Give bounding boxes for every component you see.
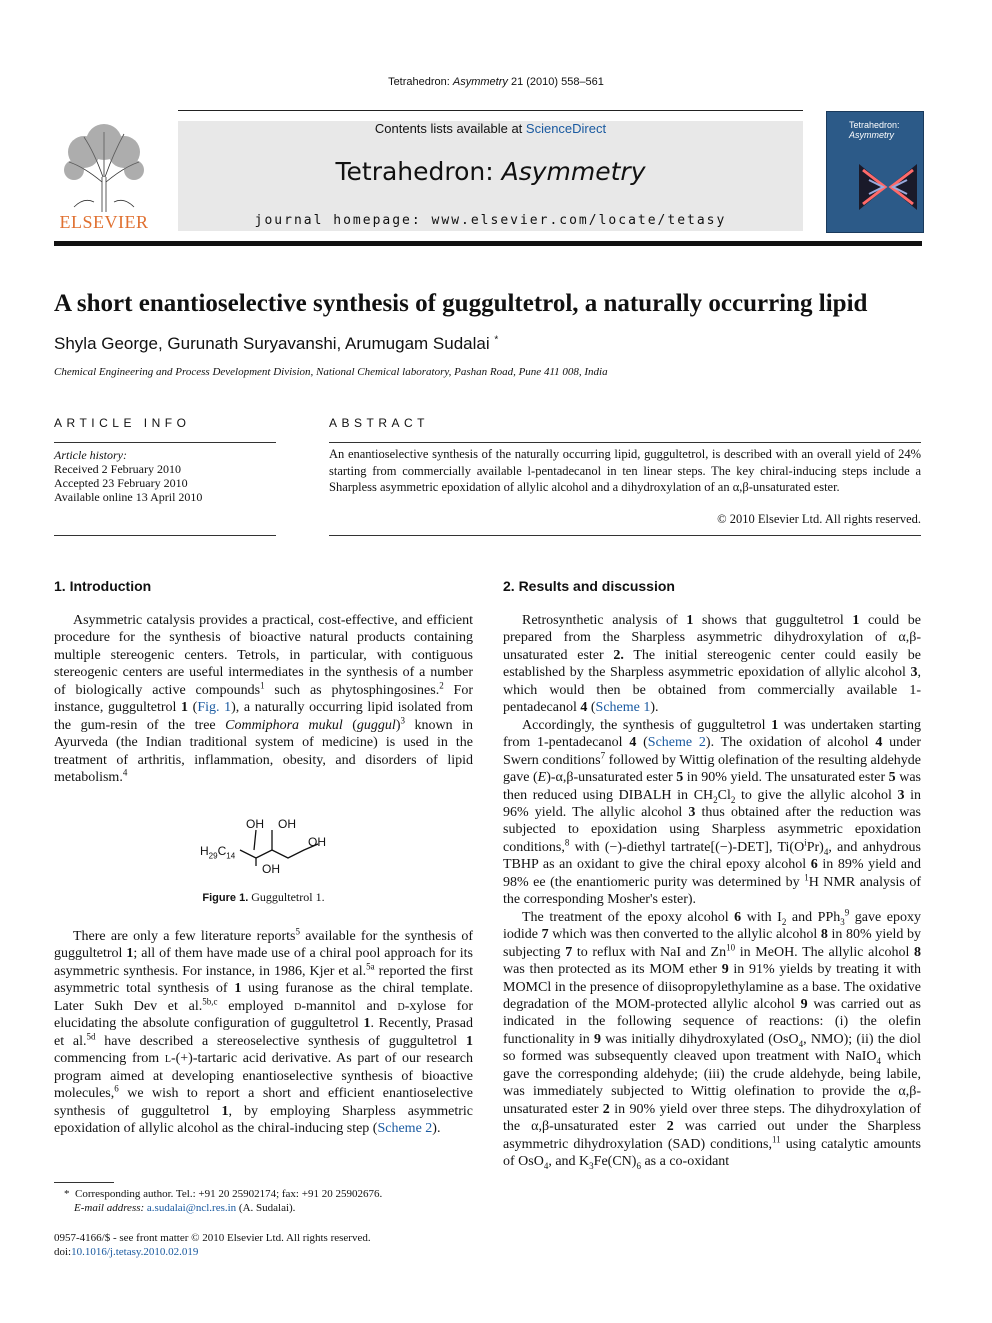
section-heading-results: 2. Results and discussion bbox=[503, 578, 675, 594]
figure-1-structure[interactable] bbox=[190, 810, 360, 878]
article-history bbox=[54, 448, 202, 504]
figure-1-caption: Figure 1. Guggultetrol 1. bbox=[202, 890, 325, 904]
hydroxyl-label-2: OH bbox=[278, 817, 296, 831]
hydroxyl-label-3: OH bbox=[308, 835, 326, 849]
alkyl-chain-label: $H_{29}C_{14}$ bbox=[200, 844, 236, 861]
abstract-bottom-rule bbox=[329, 535, 921, 536]
journal-title: Tetrahedron: Asymmetry bbox=[335, 157, 646, 186]
hydroxyl-label-1: OH bbox=[246, 817, 264, 831]
received-date: Received 2 February 2010 bbox=[54, 462, 181, 476]
cover-graphic bbox=[857, 162, 919, 212]
hydroxyl-label-4: OH bbox=[262, 862, 280, 876]
journal-cover-image[interactable] bbox=[826, 111, 924, 233]
article-title: A short enantioselective synthesis of guggultetrol, a naturally occurring lipid bbox=[54, 290, 868, 317]
results-text: Retrosynthetic analysis of 1 shows that guggultetrol 1 could be prepared from the Sharpless asymmetric dihydroxylation of α,β-unsaturated ester 2. The initial stereogenic center could easily be established by the Sharpless asymmetric epoxidation of allylic alcohol 3, which would then be obtained from commercially available 1-pentadecanol 4 (Scheme 1). Accordingly, the synthesis of guggultetrol 1 was undertaken starting from 1-pentadecanol 4 (Scheme 2). The oxidation of alcohol 4 under Swern conditions$^7$ followed by Wittig olefination of the resulting aldehyde gave (E)-α,β-unsaturated ester 5 in 90% yield. The unsaturated ester 5 was then reduced using DIBALH in $CH_2Cl_2$ to give the allylic alcohol 3 in 96% yield. The allylic alcohol 3 thus obtained after the reduction was subjected to epoxidation using Sharpless asymmetric epoxidation conditions,$^8$ with (−)-diethyl tartrate[(−)-DET], $Ti(O^iPr)_4$, and anhydrous TBHP as an oxidant to give the chiral epoxy alcohol 6 in 89% yield and 98% ee (the enantiomeric purity was determined by $^1$H NMR analysis of the corresponding Mosher's ester). The treatment of the epoxy alcohol 6 with $I_2$ and PPh$_3^9$ gave epoxy iodide 7 which was then converted to the allylic alcohol 8 in 80% yield by subjecting 7 to reflux with NaI and Zn$^{10}$ in MeOH. The allylic alcohol 8 was then protected as its MOM ether 9 in 91% yields by treating it with MOMCl in the presence of diisopropylethylamine as a base. The oxidative degradation of the MOM-protected allylic alcohol 9 was carried out as indicated in the following sequence of reactions: (i) the olefin functionality in 9 was initially dihydroxylated (OsO$_4$, NMO); (ii) the diol so formed was subsequently cleaved upon treatment with NaIO$_4$ which gave the corresponding aldehyde; (iii) the crude aldehyde, being labile, was immediately subjected to Wittig olefination to provide the α,β-unsaturated ester 2 in 90% yield over three steps. The dihydroxylation of the α,β-unsaturated ester 2 was carried out under the Sharpless asymmetric dihydroxylation (SAD) conditions,$^{11}$ using catalytic amounts of OsO$_4$, and $K_3Fe(CN)_6$ as a co-oxidant bbox=[503, 613, 922, 1171]
citation-line: Tetrahedron: Asymmetry 21 (2010) 558–561 bbox=[388, 76, 604, 88]
intro-paragraph-1: Asymmetric catalysis provides a practical, cost-effective, and efficient procedure for the synthesis of bioactive natural products containing multiple stereogenic centers. Tetrols, in particular, with contiguous stereogenic centers are useful intermediates in the synthesis of a number of biologically active compounds$^1$ such as phytosphingosines.$^2$ For instance, guggultetrol 1 (Fig. 1), a naturally occurring lipid isolated from the gum-resin of the tree Commiphora mukul (guggul)$^3$ known in Ayurveda (the Indian traditional system of medicine) is used in the treatment of arthritis, inflammation, obesity, and disorders of lipid metabolism.$^4$ bbox=[54, 613, 474, 786]
elsevier-wordmark[interactable]: ELSEVIER bbox=[59, 212, 149, 232]
article-info-bottom-rule bbox=[54, 535, 276, 536]
doi-line: doi:10.1016/j.tetasy.2010.02.019 bbox=[54, 1246, 199, 1258]
section-heading-introduction: 1. Introduction bbox=[54, 578, 152, 594]
corresponding-author-footnote: * Corresponding author. Tel.: +91 20 25902174; fax: +91 20 25902676. E-mail address: a.sudalai@ncl.res.in (A. Sudalai). bbox=[64, 1188, 383, 1214]
abstract-rule bbox=[329, 442, 921, 443]
abstract-heading: ABSTRACT bbox=[329, 416, 430, 430]
issn-line: 0957-4166/$ - see front matter © 2010 Elsevier Ltd. All rights reserved. bbox=[54, 1232, 371, 1244]
abstract-copyright: © 2010 Elsevier Ltd. All rights reserved. bbox=[717, 512, 921, 526]
cover-title: Tetrahedron: Asymmetry bbox=[849, 120, 900, 140]
journal-homepage-link[interactable]: journal homepage: www.elsevier.com/locate/tetasy bbox=[254, 213, 727, 228]
header-top-rule bbox=[178, 110, 803, 111]
accepted-date: Accepted 23 February 2010 bbox=[54, 476, 188, 490]
article-info-rule bbox=[54, 442, 276, 443]
header-thick-rule bbox=[54, 241, 922, 246]
article-info-heading: ARTICLE INFO bbox=[54, 416, 191, 430]
abstract-text: An enantioselective synthesis of the naturally occurring lipid, guggultetrol, is described with an overall yield of 24% starting from commercially available l-pentadecanol in ten linear steps. The key chiral-inducing steps include a Sharpless asymmetric epoxidation of allylic alcohol and a dihydroxylation of an α,β-unsaturated ester. bbox=[329, 447, 921, 494]
intro-paragraph-2: There are only a few literature reports$^5$ available for the synthesis of guggultetrol 1; all of them have made use of a chiral pool approach for its asymmetric synthesis. For instance, in 1986, Kjer et al.$^{5a}$ reported the first asymmetric total synthesis of 1 using furanose as the chiral template. Later Sukh Dev et al.$^{5b,c}$ employed d-mannitol and d-xylose for elucidating the absolute configuration of guggultetrol 1. Recently, Prasad et al.$^{5d}$ have described a stereoselective synthesis of guggultetrol 1 commencing from l-(+)-tartaric acid derivative. As part of our research program aimed at developing enantioselective synthesis of bioactive molecules,$^6$ we wish to report a short and efficient enantioselective synthesis of guggultetrol 1, by employing Sharpless asymmetric epoxidation of allylic alcohol as the chiral-inducing step (Scheme 2). bbox=[54, 926, 474, 1136]
affiliation: Chemical Engineering and Process Development Division, National Chemical laboratory, Pashan Road, Pune 411 008, India bbox=[54, 366, 608, 378]
doi-link[interactable]: 10.1016/j.tetasy.2010.02.019 bbox=[71, 1246, 199, 1258]
email-link[interactable]: a.sudalai@ncl.res.in bbox=[146, 1202, 237, 1214]
contents-line: Contents lists available at ScienceDirect bbox=[374, 121, 607, 136]
online-date: Available online 13 April 2010 bbox=[54, 490, 203, 504]
history-label: Article history: bbox=[54, 448, 127, 462]
sciencedirect-link[interactable]: ScienceDirect bbox=[525, 121, 607, 136]
author-list: Shyla George, Gurunath Suryavanshi, Arumugam Sudalai * bbox=[54, 334, 499, 353]
corresponding-author-mark[interactable]: * bbox=[494, 334, 499, 346]
footnote-rule bbox=[54, 1182, 114, 1183]
